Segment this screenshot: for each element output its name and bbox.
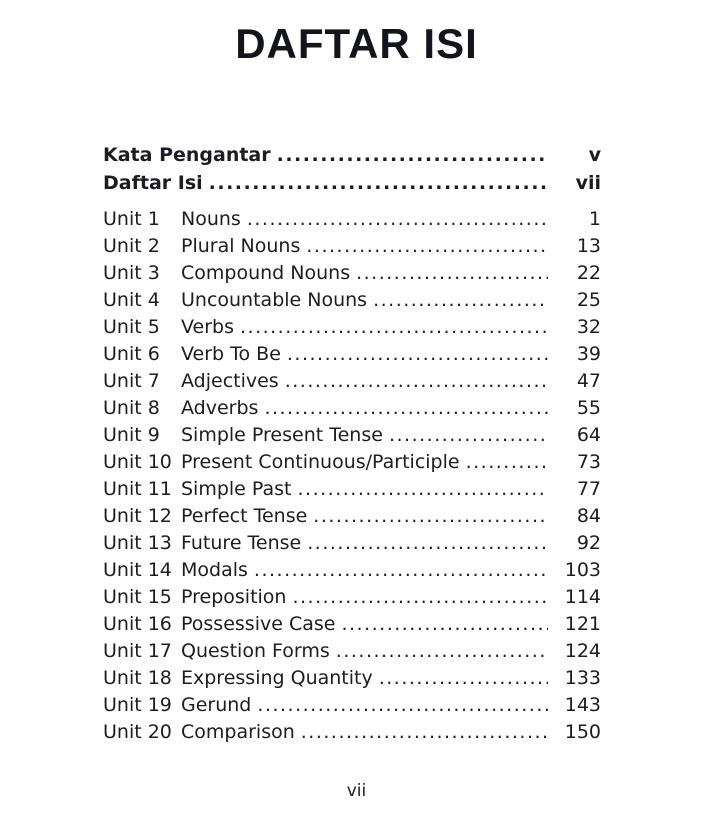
entry-label: Expressing Quantity xyxy=(181,667,373,689)
dot-leader xyxy=(254,557,548,584)
entry-label: Adjectives xyxy=(181,370,279,392)
toc-list xyxy=(103,141,601,746)
unit-number: Unit 11 xyxy=(103,478,172,500)
toc-entry xyxy=(103,503,601,530)
toc-entry xyxy=(103,692,601,719)
entry-page-number: 64 xyxy=(576,424,601,446)
unit-number: Unit 4 xyxy=(103,289,160,311)
unit-number: Unit 16 xyxy=(103,613,172,635)
unit-number: Unit 14 xyxy=(103,559,172,581)
toc-entry xyxy=(103,341,601,368)
entry-page-number: 32 xyxy=(576,316,601,338)
entry-page-number: 77 xyxy=(576,478,601,500)
dot-leader xyxy=(307,530,548,557)
entry-label: Preposition xyxy=(181,586,287,608)
section-gap xyxy=(103,197,601,206)
dot-leader xyxy=(298,476,548,503)
toc-entry xyxy=(103,557,601,584)
entry-page-number: 13 xyxy=(576,235,601,257)
toc-entry xyxy=(103,233,601,260)
entry-page-number: 143 xyxy=(564,694,601,716)
dot-leader xyxy=(240,314,548,341)
unit-number: Unit 15 xyxy=(103,586,172,608)
toc-entry xyxy=(103,260,601,287)
dot-leader xyxy=(336,638,548,665)
page-title: DAFTAR ISI xyxy=(235,20,478,67)
dot-leader xyxy=(264,395,548,422)
toc-entry xyxy=(103,719,601,746)
unit-number: Unit 7 xyxy=(103,370,160,392)
dot-leader xyxy=(379,665,548,692)
entry-page-number: 73 xyxy=(576,451,601,473)
entry-label: Gerund xyxy=(181,694,252,716)
dot-leader xyxy=(287,341,548,368)
toc-entry xyxy=(103,476,601,503)
entry-label: Compound Nouns xyxy=(181,262,351,284)
toc-entry xyxy=(103,141,601,169)
entry-label: Adverbs xyxy=(181,397,259,419)
entry-label: Modals xyxy=(181,559,248,581)
entry-label: Simple Past xyxy=(181,478,292,500)
unit-number: Unit 17 xyxy=(103,640,172,662)
entry-label: Question Forms xyxy=(181,640,330,662)
entry-page-number: 121 xyxy=(564,613,601,635)
toc-entry xyxy=(103,584,601,611)
dot-leader xyxy=(373,287,548,314)
entry-label: Present Continuous/Participle xyxy=(181,451,460,473)
entry-page-number: 103 xyxy=(564,559,601,581)
entry-label: Verb To Be xyxy=(181,343,281,365)
entry-label: Future Tense xyxy=(181,532,302,554)
entry-page-number: 47 xyxy=(576,370,601,392)
dot-leader xyxy=(292,584,548,611)
entry-label: Verbs xyxy=(181,316,234,338)
dot-leader xyxy=(466,449,548,476)
toc-entry xyxy=(103,422,601,449)
unit-number: Unit 18 xyxy=(103,667,172,689)
unit-number: Unit 20 xyxy=(103,721,172,743)
entry-label: Comparison xyxy=(181,721,295,743)
dot-leader xyxy=(341,611,548,638)
entry-page-number: 25 xyxy=(576,289,601,311)
unit-number: Unit 13 xyxy=(103,532,172,554)
entry-page-number: 133 xyxy=(564,667,601,689)
toc-entry xyxy=(103,638,601,665)
unit-number: Unit 1 xyxy=(103,208,160,230)
dot-leader xyxy=(285,368,548,395)
entry-page-number: 114 xyxy=(564,586,601,608)
toc-entry xyxy=(103,665,601,692)
toc-entry xyxy=(103,368,601,395)
toc-entry xyxy=(103,395,601,422)
entry-page-number: 84 xyxy=(576,505,601,527)
dot-leader xyxy=(247,206,548,233)
entry-page-number: 39 xyxy=(576,343,601,365)
entry-label: Nouns xyxy=(181,208,241,230)
entry-label: Perfect Tense xyxy=(181,505,308,527)
entry-label: Daftar Isi xyxy=(103,172,203,194)
toc-entry xyxy=(103,530,601,557)
entry-page-number: 22 xyxy=(576,262,601,284)
toc-entry xyxy=(103,449,601,476)
entry-page-number: 1 xyxy=(588,208,601,230)
dot-leader xyxy=(277,141,548,169)
dot-leader xyxy=(301,719,548,746)
unit-number: Unit 10 xyxy=(103,451,172,473)
unit-number: Unit 2 xyxy=(103,235,160,257)
entry-label: Uncountable Nouns xyxy=(181,289,368,311)
toc-entry xyxy=(103,169,601,197)
unit-number: Unit 8 xyxy=(103,397,160,419)
toc-entry xyxy=(103,314,601,341)
unit-number: Unit 6 xyxy=(103,343,160,365)
dot-leader xyxy=(257,692,548,719)
unit-number: Unit 5 xyxy=(103,316,160,338)
entry-page-number: 55 xyxy=(576,397,601,419)
dot-leader xyxy=(313,503,548,530)
toc-entry xyxy=(103,206,601,233)
dot-leader xyxy=(209,169,548,197)
toc-entry xyxy=(103,611,601,638)
entry-label: Plural Nouns xyxy=(181,235,301,257)
entry-page-number: v xyxy=(588,144,601,166)
entry-label: Possessive Case xyxy=(181,613,336,635)
toc-entry xyxy=(103,287,601,314)
entry-page-number: vii xyxy=(575,172,601,194)
entry-label: Simple Present Tense xyxy=(181,424,383,446)
dot-leader xyxy=(389,422,548,449)
footer-page-number: vii xyxy=(346,781,367,801)
entry-label: Kata Pengantar xyxy=(103,144,271,166)
entry-page-number: 124 xyxy=(564,640,601,662)
entry-page-number: 150 xyxy=(564,721,601,743)
unit-number: Unit 9 xyxy=(103,424,160,446)
unit-number: Unit 19 xyxy=(103,694,172,716)
dot-leader xyxy=(306,233,548,260)
dot-leader xyxy=(356,260,548,287)
entry-page-number: 92 xyxy=(576,532,601,554)
unit-number: Unit 12 xyxy=(103,505,172,527)
unit-number: Unit 3 xyxy=(103,262,160,284)
